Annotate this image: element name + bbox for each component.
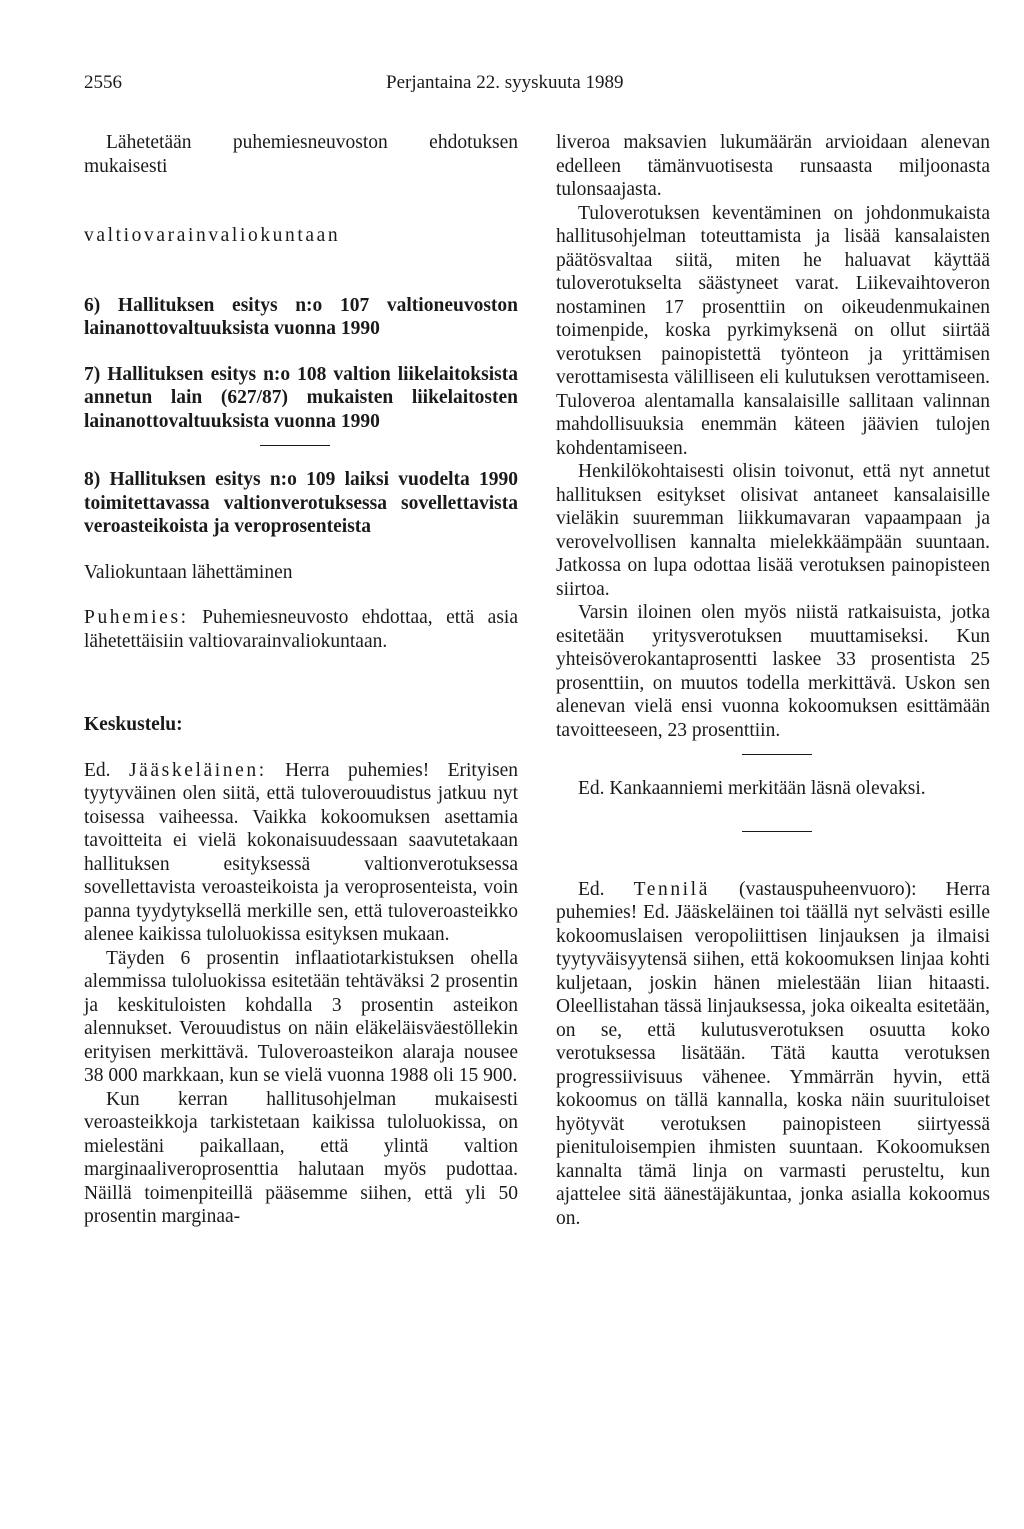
agenda-item-6: 6) Hallituksen esitys n:o 107 valtioneuvoston lainanottovaltuuksista vuonna 1990 — [84, 294, 518, 339]
mp1-text-1: Herra puhemies! Erityisen tyytyväinen olen siitä, että tuloverouudistus jatkuu nyt toisessa vaiheessa. Vaikka kokoomuksen asettamia tavoitteita ei vielä kokonaisuudessaan saavutetakaan hallituksen esityksessä valtionverotuksessa sovellettavista veroasteikoista ja veroprosenteista, voin panna tyydytyksellä merkille sen, että tuloveroasteikko alenee kaikissa tuloluokissa esityksen mukaan. — [84, 759, 519, 945]
speaker-statement — [84, 606, 518, 653]
mp2-role: (vastauspuheenvuoro): — [738, 878, 917, 900]
mp1-continuation: liveroa maksavien lukumäärän arvioidaan alenevan edelleen tämänvuotisesta runsaasta miljoonasta tulonsaajasta. — [556, 132, 990, 200]
right-column — [556, 131, 990, 1230]
mp1-paragraph-1 — [84, 759, 518, 947]
discussion-heading: Keskustelu: — [84, 714, 183, 735]
page-header — [84, 72, 944, 102]
agenda-item-7: 7) Hallituksen esitys n:o 108 valtion liikelaitoksista annetun lain (627/87) mukaisten liikelaitosten lainanottovaltuuksista vuonna 1990 — [84, 363, 518, 432]
attendance-note: Ed. Kankaanniemi merkitään läsnä olevaksi. — [578, 778, 926, 799]
section-divider — [260, 445, 330, 446]
mp1-paragraph-2: Täyden 6 prosentin inflaatiotarkistuksen ohella alemmissa tuloluokissa esitetään tehtäväksi 2 prosentin ja keskituloisten kohdalla 3 prosentin asteikon alennukset. Verouudistus on näin eläkeläisväestöllekin erityisen merkittävä. Tuloveroasteikon alaraja nousee 38 000 markkaan, kun se vielä vuonna 1988 oli 15 900. — [84, 947, 518, 1086]
referral-heading: Valiokuntaan lähettäminen — [84, 561, 293, 583]
page-number: 2556 — [84, 72, 122, 93]
speaker-label: Puhemies: — [84, 607, 189, 628]
mp1-name: Jääskeläinen: — [128, 759, 267, 781]
mp2-text: Herra puhemies! Ed. Jääskeläinen toi täällä nyt selvästi esille kokoomuslaisen veropoliittisen linjauksen ja ilmaisi tyytyväisyytensä siihen, että kokoomuksen linjaa kohti kuljetaan, joskin hänen mielestään liian hitaasti. Oleellistahan tässä linjauksessa, joka oikealta esitetään, on se, että kulutusverotuksen osuutta koko verotuksessa lisätään. Tätä kautta verotuksen progressiivisuus vähenee. Ymmärrän hyvin, että kokoomus on tällä kannalla, koska näin suurituloiset hyötyvät verotuksen painopisteen siirtyessä pienituloisempien ihmisten suuntaan. Kokoomuksen kannalta tämä linja on varmasti perusteltu, kun ajattelee sitä äänestäjäkuntaa, jonka asialla kokoomus on. — [556, 878, 991, 1229]
section-divider — [742, 831, 812, 832]
mp1-paragraph-3: Kun kerran hallitusohjelman mukaisesti veroasteikkoja tarkistetaan kaikissa tuloluokissa, on mielestäni paikallaan, että ylintä valtion marginaaliveroprosenttia halutaan myös pudottaa. Näillä toimenpiteillä pääsemme siihen, että yli 50 prosentin marginaa- — [84, 1088, 518, 1227]
mp1-paragraph-5: Henkilökohtaisesti olisin toivonut, että nyt annetut hallituksen esitykset olisivat antaneet kansalaisille vieläkin suuremman liikkumavaran vapaampaan ja verovelvollisen kannalta mielekkäämpään suuntaan. Jatkossa on lupa odottaa lisää verotuksen painopisteen siirtoa. — [556, 461, 990, 600]
speaker-text: Puhemiesneuvosto ehdottaa, että asia lähetettäisiin valtiovarainvaliokuntaan. — [84, 607, 518, 652]
left-column — [84, 131, 518, 1229]
mp1-paragraph-4: Tuloverotuksen keventäminen on johdonmukaista hallitusohjelman toteuttamista ja lisää kansalaisten päätösvaltaa siitä, miten he haluavat käyttää tuloverotukselta säästyneet varat. Liikevaihtoveron nostaminen 17 prosenttiin on oikeudenmukainen toimenpide, koska pyrkimyksenä on ollut siirtää verotuksen painopistettä työnteon ja yrittämisen verottamisesta välilliseen eli kulutuksen verottamiseen. Tuloveroa alentamalla kansalaisille sallitaan valinnan mahdollisuuksia enemmän käteen jäävien tulojen kohdentamiseen. — [556, 202, 990, 459]
committee-name: valtiovarainvaliokuntaan — [84, 225, 341, 246]
mp1-prefix: Ed. — [84, 759, 111, 781]
date-line: Perjantaina 22. syyskuuta 1989 — [386, 72, 624, 93]
referral-intro: Lähetetään puhemiesneuvoston ehdotuksen mukaisesti — [84, 132, 518, 177]
mp2-name: Tennilä — [633, 878, 710, 900]
mp2-statement — [556, 878, 990, 1231]
mp2-prefix: Ed. — [578, 878, 605, 900]
mp1-paragraph-6: Varsin iloinen olen myös niistä ratkaisuista, jotka esitetään yritysverotuksen muuttamiseksi. Kun yhteisöverokantaprosentti laskee 33 prosentista 25 prosenttiin, on muutos todella merkittävä. Uskon sen alenevan vielä ensi vuonna kokoomuksen esittämään tavoitteeseen, 23 prosenttiin. — [556, 602, 990, 741]
agenda-item-8: 8) Hallituksen esitys n:o 109 laiksi vuodelta 1990 toimitettavassa valtionverotuksessa sovellettavista veroasteikoista ja veroprosenteista — [84, 469, 518, 537]
section-divider — [742, 754, 812, 755]
